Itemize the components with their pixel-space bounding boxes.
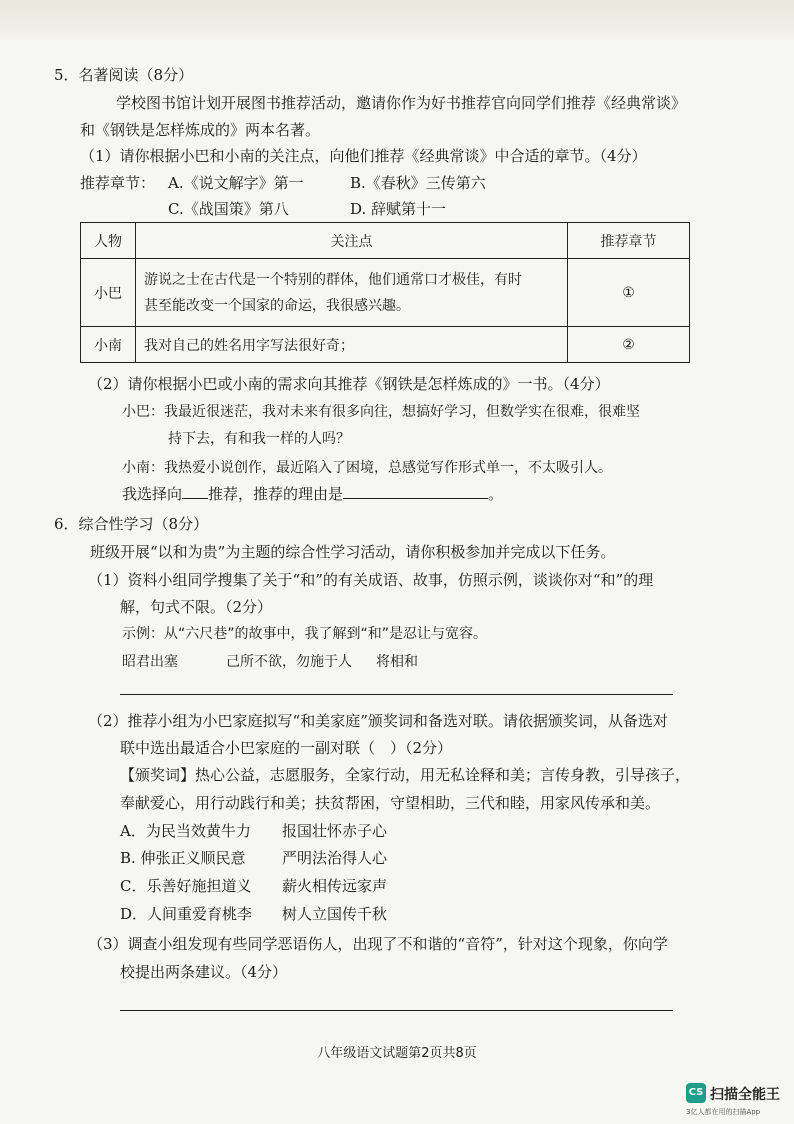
q6-example: 示例：从“六尺巷”的故事中，我了解到“和”是忍让与宽容。 (122, 626, 488, 642)
couplet-b-lower: 严明法治得人心 (282, 849, 388, 867)
sub1-answer-line[interactable] (120, 694, 673, 695)
couplet-a-lower: 报国壮怀赤子心 (282, 822, 388, 840)
row-chapter-blank[interactable]: ① (568, 259, 690, 327)
award-speech-line1: 【颁奖词】热心公益，志愿服务，全家行动，用无私诠释和美；言传身教，引导孩子， (120, 766, 691, 784)
table-row (81, 327, 690, 363)
q5-option-c: C.《战国策》第八 (168, 200, 289, 218)
couplet-a-upper: A．为民当效黄牛力 (120, 822, 251, 840)
q5-option-a: A.《说文解字》第一 (168, 174, 304, 192)
row-focus-line1: 游说之士在古代是一个特别的群体，他们通常口才极佳，有时 (144, 271, 522, 288)
q6-sub3-line1: （3）调查小组发现有些同学恶语伤人，出现了不和谐的“音符”，针对这个现象，你向学 (88, 935, 668, 953)
row-focus: 我对自己的姓名用字写法很好奇； (136, 327, 568, 363)
reason-blank[interactable] (343, 484, 488, 499)
scanner-name: 扫描全能王 (710, 1087, 780, 1103)
page-footer: 八年级语文试题第2页共8页 (317, 1046, 477, 1061)
q6-intro: 班级开展“以和为贵”为主题的综合性学习活动，请你积极参加并完成以下任务。 (90, 543, 616, 561)
sub3-answer-line[interactable] (120, 1010, 673, 1011)
row-focus (136, 259, 568, 327)
q5-title: 5．名著阅读（8分） (54, 66, 194, 84)
idiom-3: 将相和 (376, 654, 418, 670)
couplet-d-lower: 树人立国传千秋 (282, 905, 388, 923)
q6-title: 6．综合性学习（8分） (54, 515, 209, 533)
couplet-c-upper: C．乐善好施担道义 (120, 877, 252, 895)
answer-prefix: 我选择向 (122, 485, 183, 503)
scan-top-edge (0, 0, 794, 40)
q5-option-d: D. 辞赋第十一 (350, 200, 447, 218)
xiaoba-line2: 持下去，有和我一样的人吗？ (168, 431, 350, 447)
idiom-2: 己所不欲，勿施于人 (226, 654, 352, 670)
scanner-tagline: 3亿人都在用的扫描App (686, 1108, 761, 1116)
row-person: 小南 (81, 327, 136, 363)
q5-options-label: 推荐章节： (80, 174, 156, 192)
answer-end: 。 (488, 485, 504, 503)
q6-sub1-line2: 解，句式不限。（2分） (120, 598, 273, 616)
recommendation-table (80, 222, 690, 363)
q5-option-b: B.《春秋》三传第六 (350, 174, 486, 192)
q5-intro-line2: 和《钢铁是怎样炼成的》两本名著。 (80, 121, 321, 139)
q6-sub2-line2: 联中选出最适合小巴家庭的一副对联（ ）（2分） (120, 739, 453, 757)
header-person: 人物 (81, 223, 136, 259)
row-focus-line2: 甚至能改变一个国家的命运，我很感兴趣。 (144, 297, 410, 314)
q6-sub2-line1: （2）推荐小组为小巴家庭拟写“和美家庭”颁奖词和备选对联。请依据颁奖词，从备选对 (88, 712, 668, 730)
person-blank[interactable] (182, 484, 208, 499)
q6-sub1-line1: （1）资料小组同学搜集了关于“和”的有关成语、故事，仿照示例，谈谈你对“和”的理 (88, 571, 654, 589)
q6-sub3-line2: 校提出两条建议。（4分） (120, 963, 288, 981)
q5-sub1: （1）请你根据小巴和小南的关注点，向他们推荐《经典常谈》中合适的章节。（4分） (80, 147, 647, 165)
award-speech-line2: 奉献爱心，用行动践行和美；扶贫帮困，守望相助，三代和睦，用家风传承和美。 (120, 794, 661, 812)
q5-intro-line1: 学校图书馆计划开展图书推荐活动，邀请你作为好书推荐官向同学们推荐《经典常谈》 (116, 94, 687, 112)
header-chapter: 推荐章节 (568, 223, 690, 259)
couplet-c-lower: 薪火相传远家声 (282, 877, 388, 895)
q5-answer-line (122, 484, 503, 504)
xiaoba-line1: 小巴：我最近很迷茫，我对未来有很多向往，想搞好学习，但数学实在很难，很难坚 (122, 404, 640, 420)
couplet-b-upper: B. 伸张正义顺民意 (120, 849, 246, 867)
scanner-logo-icon: CS (686, 1083, 706, 1103)
row-chapter-blank[interactable]: ② (568, 327, 690, 363)
table-header-row (81, 223, 690, 259)
header-focus: 关注点 (136, 223, 568, 259)
idiom-1: 昭君出塞 (122, 654, 178, 670)
answer-middle: 推荐，推荐的理由是 (208, 485, 344, 503)
xiaonan-line: 小南：我热爱小说创作，最近陷入了困境，总感觉写作形式单一，不太吸引人。 (122, 460, 612, 476)
table-row (81, 259, 690, 327)
couplet-d-upper: D．人间重爱育桃李 (120, 905, 253, 923)
q5-sub2: （2）请你根据小巴或小南的需求向其推荐《钢铁是怎样炼成的》一书。（4分） (88, 375, 610, 393)
row-person: 小巴 (81, 259, 136, 327)
